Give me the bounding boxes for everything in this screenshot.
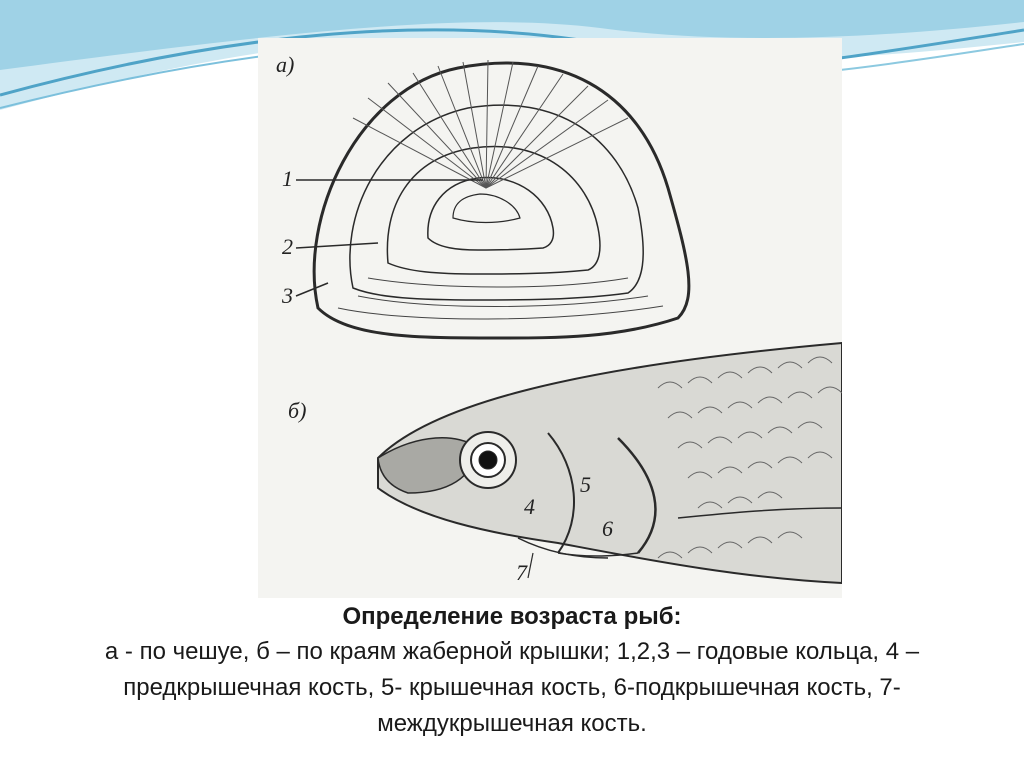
callout-4: 4: [524, 494, 535, 519]
callout-7: 7: [516, 560, 527, 585]
age-determination-figure: [258, 38, 842, 598]
scale-and-gill-illustration: [258, 38, 842, 598]
fish-head-drawing: [378, 343, 842, 583]
callout-2: 2: [282, 234, 293, 259]
callout-5: 5: [580, 472, 591, 497]
caption-body: а - по чешуе, б – по краям жаберной крышки; 1,2,3 – годовые кольца, 4 – предкрышечная кость, 5- крышечная кость, 6-подкрышечная кость, 7-междукрышечная кость.: [104, 638, 920, 737]
callout-3: 3: [282, 283, 293, 308]
fish-scale-drawing: [296, 60, 689, 338]
panel-b-label: б): [288, 398, 307, 423]
caption-title: Определение возраста рыб:: [342, 603, 682, 630]
figure-caption: [40, 600, 984, 742]
callout-6: 6: [602, 516, 613, 541]
panel-a-label: а): [276, 52, 295, 77]
callout-1: 1: [282, 166, 293, 191]
